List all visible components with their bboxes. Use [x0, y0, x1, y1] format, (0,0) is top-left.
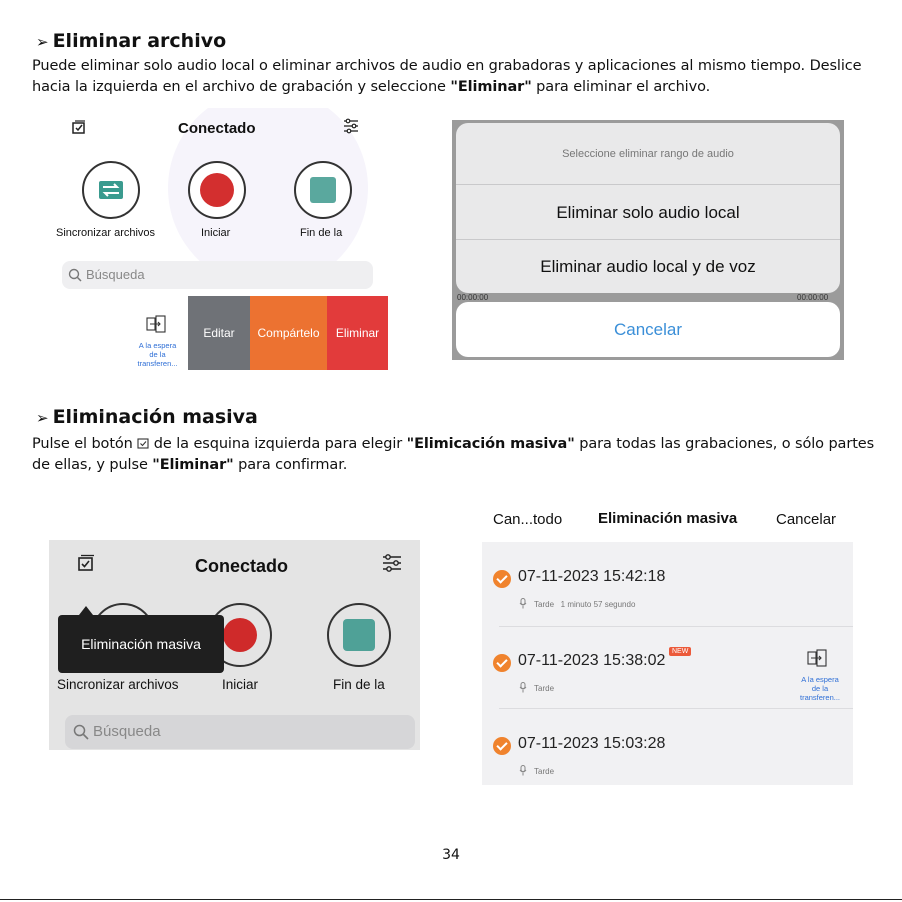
status-line: de la: [149, 350, 166, 359]
recording-subtitle: Tarde: [534, 684, 555, 693]
sync-icon: [96, 177, 126, 203]
microphone-icon: [519, 598, 527, 609]
checked-icon[interactable]: [493, 654, 511, 672]
bottom-rule: [0, 899, 902, 900]
status-line: A la espera: [801, 675, 839, 684]
multi-select-icon: [137, 437, 149, 449]
status-line: A la espera: [138, 341, 177, 350]
header-title: Eliminación masiva: [598, 510, 738, 527]
section1-paragraph: [32, 56, 882, 98]
filter-settings-icon[interactable]: [382, 553, 402, 573]
share-button[interactable]: Compártelo: [250, 296, 327, 370]
text: para todas las grabaciones, o sólo partes: [574, 436, 875, 452]
microphone-icon: [519, 682, 527, 693]
sync-label: Sincronizar archivos: [57, 677, 179, 692]
screenshot-delete-action-sheet: [452, 120, 844, 360]
stop-icon: [343, 619, 375, 651]
start-label: Iniciar: [222, 677, 259, 692]
section-title-text: Eliminación masiva: [52, 406, 258, 428]
batch-delete-tooltip[interactable]: Eliminación masiva: [58, 615, 224, 673]
text: para eliminar el archivo.: [531, 79, 711, 95]
screenshot-batch-select-list: [482, 505, 853, 785]
status-line: de la: [811, 684, 829, 693]
multi-select-icon[interactable]: [72, 120, 86, 134]
bold-text: "Elimicación masiva": [406, 436, 575, 452]
filter-settings-icon[interactable]: [343, 118, 359, 134]
time-left: 00:00:00: [457, 293, 489, 302]
search-placeholder: Búsqueda: [86, 267, 145, 282]
cancel-button[interactable]: Cancelar: [456, 302, 840, 357]
action-sheet-options: [456, 123, 840, 293]
recording-subtitle: Tarde: [534, 767, 555, 776]
text: hacia la izquierda en el archivo de grabación y seleccione: [32, 79, 451, 95]
list-item[interactable]: [482, 710, 853, 785]
recording-datetime: 07-11-2023 15:38:02: [518, 652, 666, 669]
header-title: Conectado: [195, 556, 289, 576]
start-label: Iniciar: [201, 227, 231, 239]
text: de la esquina izquierda para elegir: [149, 436, 407, 452]
page-number: 34: [442, 847, 460, 863]
divider: [499, 626, 853, 627]
record-icon: [223, 618, 257, 652]
screenshot-swipe-delete: [48, 108, 388, 370]
list-item[interactable]: [482, 542, 853, 628]
text: de ellas, y pulse: [32, 457, 153, 473]
recording-datetime: 07-11-2023 15:03:28: [518, 735, 666, 752]
screenshot-batch-delete-tooltip: [49, 540, 420, 750]
search-input[interactable]: [62, 261, 373, 289]
search-placeholder: Búsqueda: [93, 723, 161, 740]
select-all-button[interactable]: Can...todo: [493, 511, 563, 528]
paragraph-line: [32, 455, 892, 476]
microphone-icon: [519, 765, 527, 776]
section-title-eliminar-archivo: [36, 30, 226, 52]
cancel-button[interactable]: Cancelar: [776, 511, 837, 528]
new-badge: NEW: [669, 647, 691, 656]
checked-icon[interactable]: [493, 737, 511, 755]
search-icon: [68, 268, 82, 282]
time-right: 00:00:00: [797, 293, 829, 302]
multi-select-icon[interactable]: [77, 554, 95, 572]
paragraph-line: [32, 77, 882, 98]
sync-button[interactable]: [82, 161, 140, 219]
arrow-bullet-icon: ➢: [36, 409, 49, 427]
delete-local-and-voice-option[interactable]: Eliminar audio local y de voz: [540, 257, 756, 276]
delete-button[interactable]: Eliminar: [327, 296, 388, 370]
transfer-status: [792, 675, 848, 702]
recording-list: [482, 542, 853, 785]
list-item[interactable]: [482, 628, 853, 710]
transfer-icon: [807, 648, 827, 668]
checked-icon[interactable]: [493, 570, 511, 588]
stop-button[interactable]: [294, 161, 352, 219]
sync-label: Sincronizar archivos: [56, 227, 156, 239]
search-input[interactable]: [65, 715, 415, 749]
tooltip-arrow: [79, 606, 93, 615]
sheet-header: Seleccione eliminar rango de audio: [456, 123, 840, 185]
end-label: Fin de la: [300, 227, 343, 239]
swiped-list-item[interactable]: [48, 296, 388, 370]
section2-paragraph: [32, 434, 892, 476]
end-label: Fin de la: [333, 677, 385, 692]
transfer-status: [130, 341, 185, 368]
text: para confirmar.: [233, 457, 348, 473]
recording-subtitle: Tarde 1 minuto 57 segundo: [534, 600, 636, 609]
search-icon: [73, 724, 89, 740]
bold-text: "Eliminar": [450, 79, 532, 95]
stop-icon: [310, 177, 336, 203]
header-title: Conectado: [178, 120, 256, 137]
section-title-text: Eliminar archivo: [52, 30, 227, 52]
recording-datetime: 07-11-2023 15:42:18: [518, 568, 666, 585]
record-icon: [200, 173, 234, 207]
transfer-icon: [146, 314, 166, 334]
status-line: transferen...: [799, 693, 841, 702]
status-line: transferen...: [137, 359, 178, 368]
arrow-bullet-icon: ➢: [36, 33, 49, 51]
text: Pulse el botón: [32, 436, 138, 452]
section-title-eliminacion-masiva: [36, 406, 258, 428]
edit-button[interactable]: Editar: [188, 296, 250, 370]
divider: [499, 708, 853, 709]
paragraph-line: [32, 434, 892, 455]
bold-text: "Eliminar": [152, 457, 234, 473]
stop-button[interactable]: [327, 603, 391, 667]
delete-local-only-option[interactable]: Eliminar solo audio local: [456, 185, 840, 240]
paragraph-line: Puede eliminar solo audio local o eliminar archivos de audio en grabadoras y aplicaciones al mismo tiempo. Deslice: [32, 58, 862, 74]
record-button[interactable]: [188, 161, 246, 219]
